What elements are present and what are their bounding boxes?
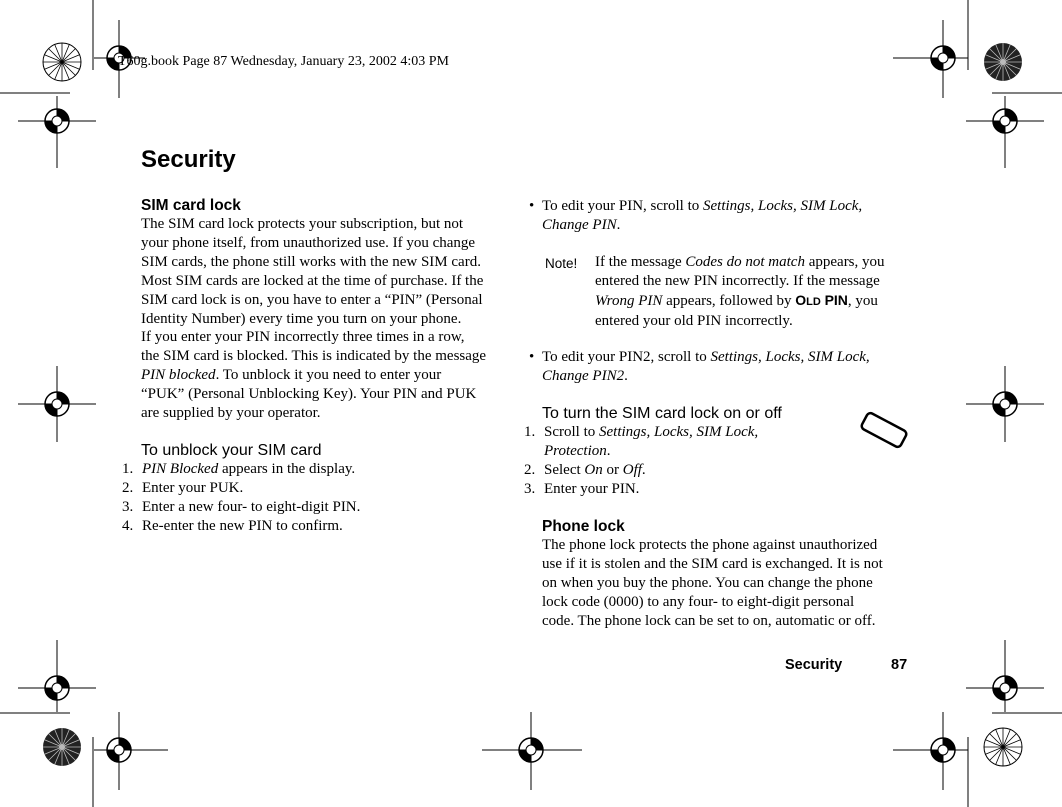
- phone-lock-section: [542, 517, 910, 631]
- list-item: 2. Select On or Off.: [524, 462, 646, 479]
- left-column: [122, 196, 506, 536]
- edit-pin-bullet: • To edit your PIN, scroll to Settings, Locks, SIM Lock, Change PIN.: [529, 198, 863, 233]
- sim-card-lock-heading: SIM card lock: [141, 197, 241, 214]
- list-item: 3. Enter a new four- to eight-digit PIN.: [122, 498, 361, 515]
- turn-lock-heading: To turn the SIM card lock on or off: [542, 405, 782, 423]
- turn-lock-steps: [524, 423, 910, 499]
- note-label: Note!: [545, 255, 578, 271]
- right-column: [524, 197, 910, 630]
- page-title: Security: [141, 146, 236, 173]
- edit-pin2-bullet: • To edit your PIN2, scroll to Settings, Locks, SIM Lock, Change PIN2.: [529, 349, 870, 385]
- phone-lock-heading: Phone lock: [542, 517, 625, 535]
- unblock-steps: [122, 460, 506, 536]
- list-item: 2. Enter your PUK.: [122, 479, 244, 496]
- list-item: 3. Enter your PIN.: [524, 480, 640, 497]
- list-item: 4. Re-enter the new PIN to confirm.: [122, 517, 343, 534]
- blocked-paragraph: If you enter your PIN incorrectly three times in a row, the SIM card is blocked. This is indicated by the message PIN blocked. To unblock it you need to enter your “PUK” (Personal Unblocking Key). Your PIN and PUK are supplied by your operator.: [141, 329, 487, 422]
- page-number: 87: [891, 657, 908, 673]
- list-item: 1. PIN Blocked appears in the display.: [122, 460, 356, 477]
- sim-paragraph: The SIM card lock protects your subscription, but not your phone itself, from unauthorized use. If you change SIM cards, the phone still works with the new SIM card. Most SIM cards are locked at the time of purchase. If the SIM card lock is on, you have to enter a “PIN” (Personal Identity Number) every time you turn on your phone.: [141, 216, 484, 327]
- footer-title: Security: [785, 657, 843, 673]
- note-block: Note! If the message Codes do not match appears, you entered the new PIN incorrectly. If the message Wrong PIN appears, followed by OLD PIN, you entered your old PIN incorrectly.: [545, 253, 885, 329]
- phone-lock-paragraph: The phone lock protects the phone against unauthorized use if it is stolen and the SIM card is exchanged. It is not on when you buy the phone. You can change the phone lock code (0000) to any four- to eight-digit personal code. The phone lock can be set to on, automatic or off.: [542, 536, 883, 629]
- unblock-heading: To unblock your SIM card: [141, 441, 322, 459]
- list-item: 1. Scroll to Settings, Locks, SIM Lock, Protection.: [524, 424, 759, 460]
- print-header: T60g.book Page 87 Wednesday, January 23, 2002 4:03 PM: [118, 54, 449, 69]
